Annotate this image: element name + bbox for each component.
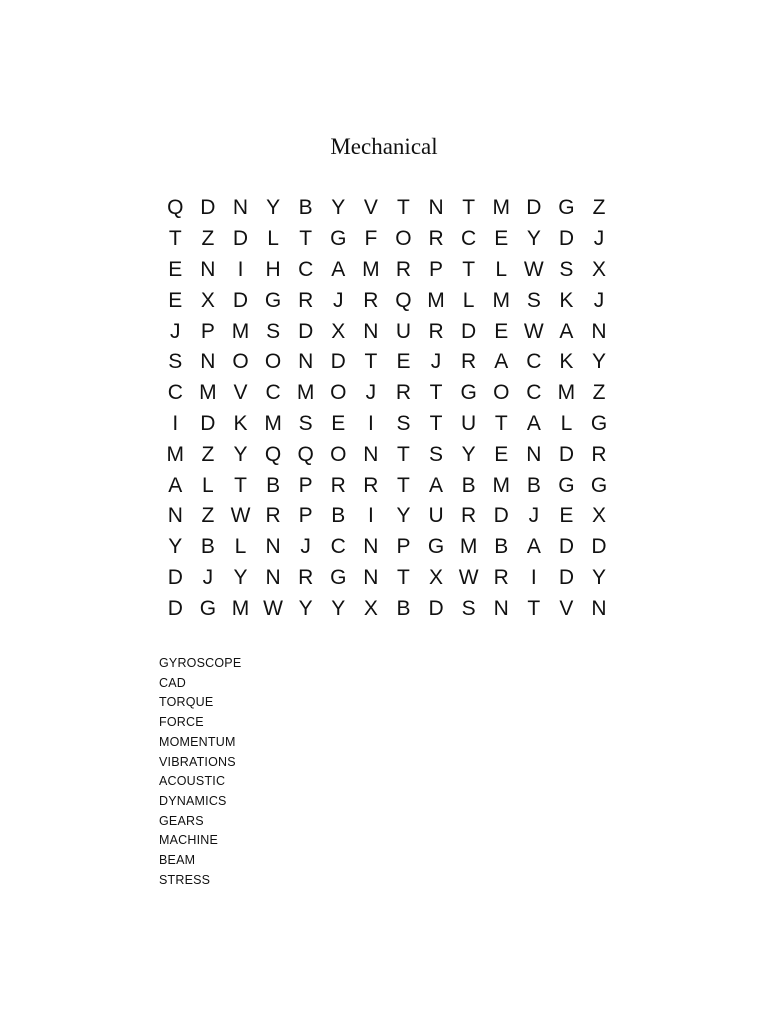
grid-letter: Y bbox=[526, 227, 541, 251]
grid-letter: H bbox=[265, 257, 281, 281]
grid-letter: T bbox=[397, 442, 410, 466]
grid-letter: K bbox=[233, 411, 248, 435]
grid-letter: P bbox=[396, 535, 411, 559]
grid-letter: T bbox=[299, 227, 313, 251]
grid-letter: G bbox=[460, 381, 477, 405]
word-list-item: FORCE bbox=[159, 715, 204, 730]
grid-letter: O bbox=[264, 350, 282, 374]
grid-letter: F bbox=[364, 227, 378, 251]
grid-letter: L bbox=[560, 411, 573, 435]
grid-letter: T bbox=[462, 257, 476, 281]
grid-letter: N bbox=[591, 596, 607, 620]
grid-letter: Y bbox=[168, 535, 183, 559]
grid-letter: J bbox=[430, 350, 442, 374]
grid-letter: M bbox=[557, 381, 576, 405]
grid-letter: M bbox=[231, 319, 250, 343]
grid-letter: S bbox=[526, 288, 541, 312]
grid-letter: D bbox=[526, 196, 542, 220]
grid-letter: N bbox=[200, 350, 216, 374]
grid-letter: A bbox=[526, 411, 541, 435]
grid-letter: C bbox=[265, 381, 281, 405]
grid-letter: D bbox=[461, 319, 477, 343]
grid-letter: S bbox=[429, 442, 444, 466]
grid-letter: S bbox=[396, 411, 411, 435]
grid-letter: N bbox=[200, 257, 216, 281]
grid-letter: E bbox=[559, 504, 574, 528]
grid-letter: B bbox=[461, 473, 476, 497]
grid-letter: S bbox=[266, 319, 281, 343]
grid-letter: A bbox=[168, 473, 183, 497]
grid-letter: U bbox=[428, 504, 444, 528]
grid-letter: Y bbox=[331, 196, 346, 220]
grid-letter: C bbox=[298, 257, 314, 281]
grid-letter: T bbox=[397, 565, 410, 589]
grid-letter: J bbox=[202, 565, 214, 589]
grid-letter: R bbox=[395, 257, 412, 281]
grid-letter: D bbox=[167, 565, 183, 589]
grid-letter: Z bbox=[592, 196, 606, 220]
grid-letter: B bbox=[298, 196, 313, 220]
word-list-item: ACOUSTIC bbox=[159, 774, 226, 789]
grid-letter: A bbox=[526, 535, 541, 559]
grid-letter: B bbox=[200, 535, 215, 559]
grid-letter: V bbox=[363, 196, 378, 220]
grid-letter: A bbox=[494, 350, 509, 374]
grid-letter: Q bbox=[297, 442, 314, 466]
grid-letter: N bbox=[265, 535, 281, 559]
word-list-item: GEARS bbox=[159, 813, 204, 828]
grid-letter: J bbox=[365, 381, 377, 405]
grid-letter: C bbox=[526, 350, 542, 374]
grid-letter: D bbox=[558, 565, 574, 589]
grid-letter: R bbox=[330, 473, 346, 497]
grid-letter: W bbox=[523, 257, 544, 281]
grid-letter: R bbox=[493, 565, 509, 589]
grid-letter: D bbox=[558, 442, 574, 466]
grid-letter: K bbox=[559, 288, 574, 312]
grid-letter: V bbox=[559, 596, 574, 620]
grid-letter: L bbox=[267, 227, 279, 251]
grid-letter: R bbox=[461, 504, 477, 528]
grid-letter: X bbox=[200, 288, 215, 312]
grid-letter: M bbox=[459, 535, 478, 559]
grid-letter: M bbox=[427, 288, 445, 312]
grid-letter: R bbox=[363, 288, 379, 312]
grid-letter: U bbox=[461, 411, 477, 435]
word-list-item: MOMENTUM bbox=[159, 734, 236, 749]
word-list-item: STRESS bbox=[159, 872, 211, 887]
word-list-item: VIBRATIONS bbox=[159, 754, 236, 769]
grid-letter: J bbox=[300, 535, 311, 559]
grid-letter: M bbox=[492, 196, 510, 220]
grid-letter: P bbox=[429, 257, 444, 281]
grid-letter: L bbox=[234, 535, 247, 559]
grid-letter: E bbox=[331, 411, 346, 435]
grid-letter: Q bbox=[264, 442, 282, 466]
grid-letter: D bbox=[428, 596, 444, 620]
grid-letter: O bbox=[493, 381, 510, 405]
grid-letter: R bbox=[363, 473, 379, 497]
grid-letter: D bbox=[200, 411, 216, 435]
grid-letter: W bbox=[263, 596, 283, 620]
grid-letter: D bbox=[558, 227, 574, 251]
grid-letter: M bbox=[296, 381, 315, 405]
grid-letter: A bbox=[559, 319, 574, 343]
grid-letter: A bbox=[429, 473, 444, 497]
letter-grid bbox=[159, 193, 615, 624]
grid-letter: J bbox=[593, 227, 605, 251]
word-list-item: MACHINE bbox=[159, 833, 219, 848]
grid-letter: J bbox=[170, 319, 181, 343]
grid-letter: P bbox=[298, 504, 313, 528]
grid-letter: G bbox=[427, 535, 445, 559]
word-list-item: BEAM bbox=[159, 853, 196, 868]
grid-letter: N bbox=[428, 196, 444, 220]
page-title: Mechanical bbox=[330, 134, 438, 159]
grid-letter: N bbox=[232, 196, 249, 220]
grid-letter: R bbox=[461, 350, 477, 374]
grid-letter: G bbox=[558, 473, 575, 497]
grid-letter: T bbox=[364, 350, 378, 374]
grid-letter: I bbox=[172, 411, 179, 435]
grid-letter: G bbox=[264, 288, 282, 312]
grid-letter: D bbox=[200, 196, 216, 220]
grid-letter: Z bbox=[201, 227, 215, 251]
grid-letter: X bbox=[363, 596, 378, 620]
grid-letter: Y bbox=[266, 196, 281, 220]
grid-letter: O bbox=[395, 227, 412, 251]
grid-letter: W bbox=[523, 319, 544, 343]
grid-letter: N bbox=[167, 504, 183, 528]
grid-letter: N bbox=[526, 442, 542, 466]
grid-letter: L bbox=[495, 257, 508, 281]
grid-letter: Y bbox=[298, 596, 313, 620]
grid-letter: G bbox=[558, 196, 575, 220]
grid-letter: Y bbox=[461, 442, 476, 466]
grid-letter: X bbox=[592, 504, 607, 528]
grid-letter: T bbox=[462, 196, 476, 220]
grid-letter: T bbox=[494, 411, 508, 435]
grid-letter: L bbox=[462, 288, 475, 312]
grid-letter: N bbox=[493, 596, 509, 620]
grid-letter: E bbox=[494, 319, 509, 343]
grid-letter: C bbox=[330, 535, 346, 559]
grid-letter: V bbox=[233, 381, 248, 405]
grid-letter: D bbox=[232, 227, 249, 251]
grid-letter: Y bbox=[396, 504, 411, 528]
word-list-item: DYNAMICS bbox=[159, 793, 227, 808]
grid-letter: M bbox=[492, 288, 510, 312]
grid-letter: E bbox=[494, 227, 509, 251]
grid-letter: S bbox=[298, 411, 313, 435]
grid-letter: D bbox=[298, 319, 314, 343]
word-list-item: GYROSCOPE bbox=[159, 656, 242, 670]
grid-letter: N bbox=[363, 319, 379, 343]
grid-letter: I bbox=[530, 565, 537, 589]
grid-letter: W bbox=[458, 565, 479, 589]
grid-letter: I bbox=[367, 411, 374, 435]
grid-letter: E bbox=[168, 288, 183, 312]
grid-letter: T bbox=[527, 596, 541, 620]
grid-letter: D bbox=[167, 596, 183, 620]
grid-letter: M bbox=[362, 257, 380, 281]
grid-letter: Z bbox=[592, 381, 606, 405]
word-list bbox=[159, 654, 241, 890]
grid-letter: D bbox=[558, 535, 574, 559]
grid-letter: Z bbox=[201, 442, 215, 466]
grid-letter: R bbox=[265, 504, 281, 528]
grid-letter: O bbox=[330, 381, 347, 405]
grid-letter: O bbox=[232, 350, 249, 374]
word-list-item: TORQUE bbox=[159, 695, 214, 710]
grid-letter: J bbox=[528, 504, 540, 528]
grid-letter: T bbox=[397, 196, 410, 220]
grid-letter: T bbox=[397, 473, 410, 497]
grid-letter: G bbox=[199, 596, 217, 620]
grid-letter: W bbox=[230, 504, 251, 528]
grid-letter: N bbox=[363, 565, 379, 589]
grid-letter: B bbox=[266, 473, 281, 497]
grid-letter: B bbox=[494, 535, 509, 559]
grid-letter: M bbox=[199, 381, 217, 405]
grid-letter: L bbox=[202, 473, 214, 497]
grid-letter: D bbox=[493, 504, 509, 528]
grid-letter: Y bbox=[592, 565, 607, 589]
grid-letter: M bbox=[166, 442, 185, 466]
grid-letter: B bbox=[396, 596, 411, 620]
grid-letter: N bbox=[265, 565, 281, 589]
grid-letter: U bbox=[395, 319, 412, 343]
grid-letter: M bbox=[231, 596, 250, 620]
grid-letter: R bbox=[591, 442, 607, 466]
grid-letter: G bbox=[590, 473, 608, 497]
grid-letter: A bbox=[331, 257, 346, 281]
grid-letter: I bbox=[367, 504, 374, 528]
grid-letter: B bbox=[331, 504, 346, 528]
grid-letter: I bbox=[237, 257, 244, 281]
grid-letter: X bbox=[592, 257, 607, 281]
grid-letter: G bbox=[330, 565, 347, 589]
grid-letter: S bbox=[168, 350, 183, 374]
grid-letter: Y bbox=[233, 442, 248, 466]
grid-letter: Q bbox=[167, 196, 184, 220]
grid-letter: P bbox=[200, 319, 215, 343]
grid-letter: N bbox=[298, 350, 314, 374]
grid-letter: S bbox=[559, 257, 574, 281]
word-list-item: CAD bbox=[159, 675, 186, 690]
grid-letter: R bbox=[298, 565, 314, 589]
grid-letter: Y bbox=[331, 596, 346, 620]
grid-letter: J bbox=[593, 288, 605, 312]
grid-letter: T bbox=[168, 227, 182, 251]
grid-letter: E bbox=[494, 442, 509, 466]
grid-letter: D bbox=[330, 350, 346, 374]
grid-letter: R bbox=[298, 288, 314, 312]
grid-letter: T bbox=[429, 411, 443, 435]
grid-letter: R bbox=[395, 381, 412, 405]
grid-letter: G bbox=[590, 411, 608, 435]
grid-letter: C bbox=[167, 381, 183, 405]
grid-letter: C bbox=[526, 381, 542, 405]
grid-letter: D bbox=[591, 535, 607, 559]
grid-letter: M bbox=[264, 411, 282, 435]
grid-letter: D bbox=[232, 288, 249, 312]
grid-letter: R bbox=[428, 319, 444, 343]
grid-letter: N bbox=[591, 319, 607, 343]
grid-letter: T bbox=[429, 381, 443, 405]
grid-letter: E bbox=[168, 257, 183, 281]
grid-letter: O bbox=[330, 442, 347, 466]
grid-letter: T bbox=[234, 473, 247, 497]
grid-letter: K bbox=[559, 350, 574, 374]
grid-letter: Q bbox=[395, 288, 412, 312]
grid-letter: C bbox=[461, 227, 477, 251]
grid-letter: Y bbox=[592, 350, 607, 374]
grid-letter: X bbox=[429, 565, 444, 589]
grid-letter: N bbox=[363, 442, 379, 466]
grid-letter: Z bbox=[201, 504, 215, 528]
grid-letter: M bbox=[492, 473, 510, 497]
grid-letter: B bbox=[526, 473, 541, 497]
grid-letter: X bbox=[331, 319, 346, 343]
grid-letter: J bbox=[333, 288, 344, 312]
grid-letter: G bbox=[330, 227, 347, 251]
grid-letter: N bbox=[363, 535, 379, 559]
grid-letter: E bbox=[396, 350, 411, 374]
grid-letter: Y bbox=[233, 565, 248, 589]
grid-letter: S bbox=[461, 596, 476, 620]
grid-letter: P bbox=[298, 473, 313, 497]
grid-letter: R bbox=[428, 227, 444, 251]
